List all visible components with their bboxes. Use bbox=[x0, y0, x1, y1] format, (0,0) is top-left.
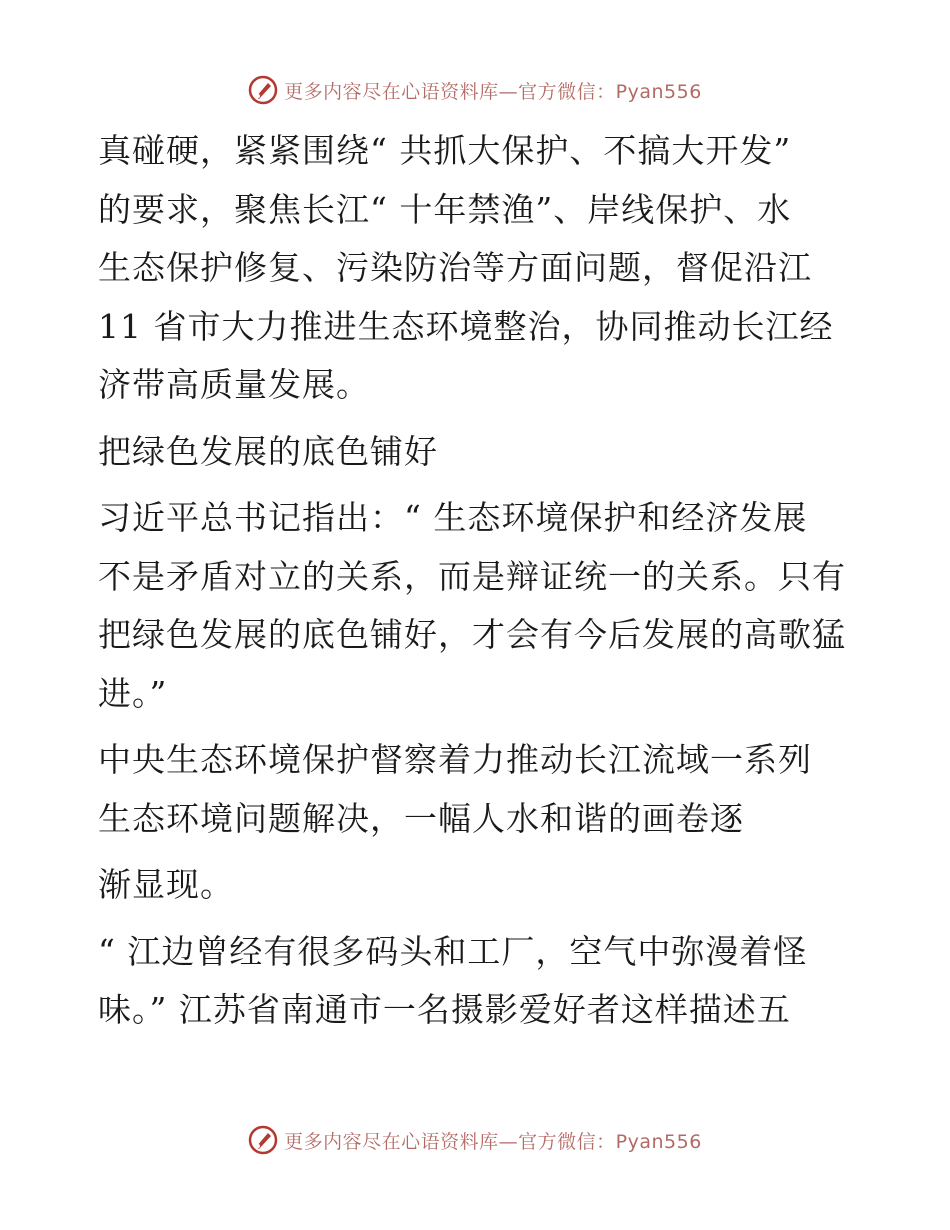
text-line: 不是矛盾对立的关系，而是辩证统一的关系。只有 bbox=[98, 556, 846, 596]
wechat-id: Pyan556 bbox=[615, 80, 702, 103]
heading-line: 把绿色发展的底色铺好 bbox=[98, 431, 438, 471]
text-line: 真碰硬，紧紧围绕“ 共抓大保护、不搞大开发” bbox=[98, 131, 792, 170]
text-line: 济带高质量发展。 bbox=[98, 365, 370, 404]
footer-watermark bbox=[0, 1120, 950, 1160]
pen-nib-icon bbox=[248, 1125, 278, 1155]
section-heading bbox=[98, 423, 858, 482]
text-line: 进。” bbox=[98, 673, 168, 713]
paragraph bbox=[98, 731, 858, 848]
text-line: 生态保护修复、污染防治等方面问题，督促沿江 bbox=[98, 248, 812, 287]
text-line: 的要求，聚焦长江“ 十年禁渔”、岸线保护、水 bbox=[98, 189, 792, 229]
watermark-text: 更多内容尽在心语资料库—官方微信：Pyan556 bbox=[284, 1130, 702, 1153]
header-watermark bbox=[0, 70, 950, 110]
text-line: 中央生态环境保护督察着力推动长江流域一系列 bbox=[98, 740, 812, 779]
watermark-text: 更多内容尽在心语资料库—官方微信：Pyan556 bbox=[284, 80, 702, 103]
wechat-id: Pyan556 bbox=[615, 1130, 702, 1153]
text-line: 渐显现。 bbox=[98, 865, 234, 904]
paragraph bbox=[98, 122, 858, 415]
text-line: 把绿色发展的底色铺好，才会有今后发展的高歌猛 bbox=[98, 615, 846, 654]
text-line: 生态环境问题解决，一幅人水和谐的画卷逐 bbox=[98, 798, 744, 838]
document-body bbox=[98, 122, 858, 1048]
paragraph bbox=[98, 489, 858, 723]
text-line: 11 省市大力推进生态环境整治，协同推动长江经 bbox=[98, 306, 834, 346]
text-line: “ 江边曾经有很多码头和工厂，空气中弥漫着怪 bbox=[98, 931, 808, 971]
text-line: 味。” 江苏省南通市一名摄影爱好者这样描述五 bbox=[98, 990, 791, 1029]
pen-nib-icon bbox=[248, 75, 278, 105]
paragraph bbox=[98, 923, 858, 1040]
text-line: 习近平总书记指出：“ 生态环境保护和经济发展 bbox=[98, 498, 808, 537]
paragraph bbox=[98, 856, 858, 915]
